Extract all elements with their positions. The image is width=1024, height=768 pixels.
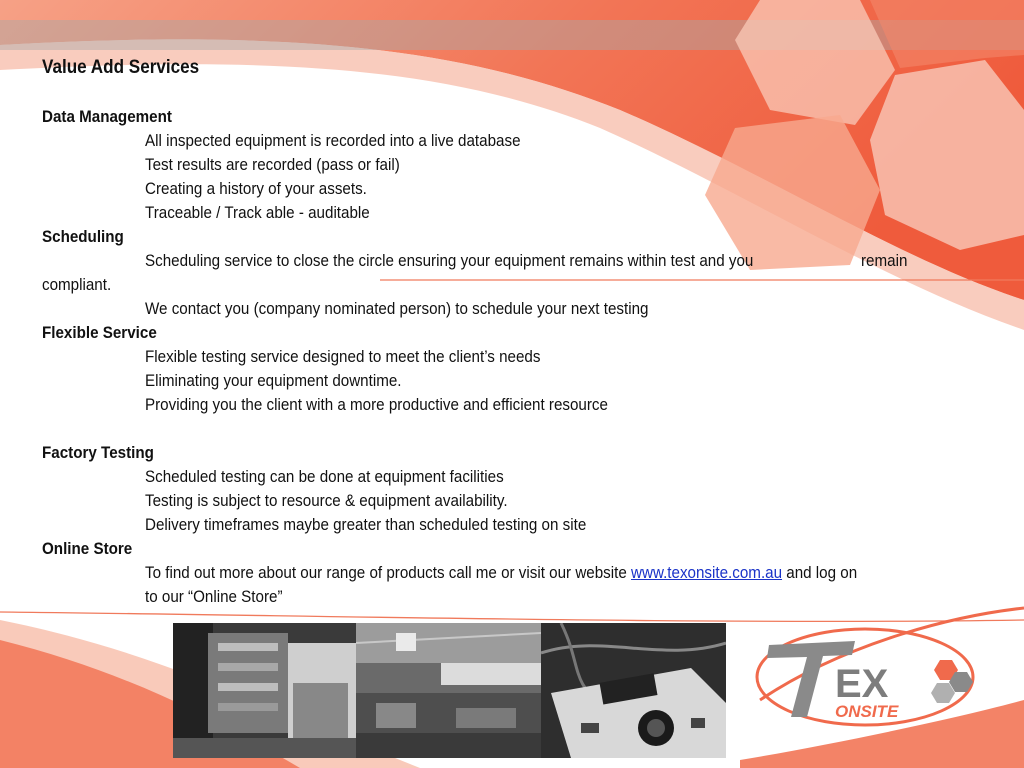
- heading-online-store: Online Store: [42, 540, 133, 558]
- list-item: Scheduling service to close the circle ensuring your equipment remains within test and you: [145, 252, 754, 270]
- list-item: Test results are recorded (pass or fail): [145, 156, 400, 174]
- online-store-text-after: and log on: [782, 564, 858, 582]
- photo-strip: [173, 623, 726, 758]
- logo-text-sub: ONSITE: [835, 702, 899, 721]
- heading-factory-testing: Factory Testing: [42, 444, 154, 462]
- list-item: Scheduled testing can be done at equipment facilities: [145, 468, 504, 486]
- van-interior-photo: [173, 623, 356, 758]
- list-item: Eliminating your equipment downtime.: [145, 372, 402, 390]
- list-item: All inspected equipment is recorded into a live database: [145, 132, 521, 150]
- list-item: We contact you (company nominated person) to schedule your next testing: [145, 300, 649, 318]
- list-item: Providing you the client with a more productive and efficient resource: [145, 396, 608, 414]
- list-item-continuation: compliant.: [42, 276, 112, 294]
- list-item: Delivery timeframes maybe greater than scheduled testing on site: [145, 516, 587, 534]
- logo-text-main: EX: [835, 662, 889, 706]
- slide-title: Value Add Services: [42, 57, 200, 78]
- workshop-photo: [356, 623, 541, 758]
- online-store-text-before: To find out more about our range of products call me or visit our website: [145, 564, 632, 582]
- heading-scheduling: Scheduling: [42, 228, 124, 246]
- online-store-text-line2: to our “Online Store”: [145, 588, 283, 606]
- test-equipment-photo: [541, 623, 726, 758]
- website-link[interactable]: www.texonsite.com.au: [631, 564, 783, 582]
- list-item: Traceable / Track able - auditable: [145, 204, 370, 222]
- tex-onsite-logo: [755, 625, 985, 735]
- heading-data-management: Data Management: [42, 108, 172, 126]
- heading-flexible-service: Flexible Service: [42, 324, 157, 342]
- list-item: Flexible testing service designed to meet the client’s needs: [145, 348, 541, 366]
- list-item: Testing is subject to resource & equipment availability.: [145, 492, 508, 510]
- list-item: Creating a history of your assets.: [145, 180, 367, 198]
- online-store-text: [145, 564, 857, 583]
- list-item-wrap: remain: [861, 252, 908, 270]
